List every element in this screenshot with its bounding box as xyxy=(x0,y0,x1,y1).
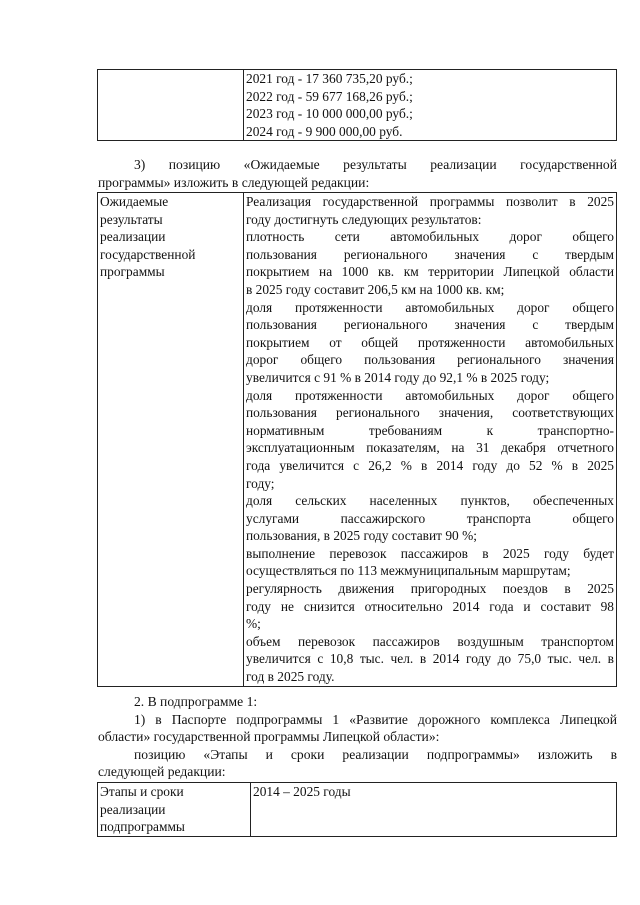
results-line: в 2025 году составит 206,5 км на 1000 кв. км; xyxy=(246,281,505,297)
results-line: году; xyxy=(246,475,275,491)
results-line: осуществляться по 113 межмуниципальным маршрутам; xyxy=(246,563,571,579)
results-line: год в 2025 году. xyxy=(246,669,335,685)
results-label-cell xyxy=(98,193,244,687)
stages-value: 2014 – 2025 годы xyxy=(253,784,351,799)
stages-label-line: подпрограммы xyxy=(100,819,185,835)
results-line: доля протяженности автомобильных дорог общего xyxy=(246,299,614,315)
results-line: году достигнуть следующих результатов: xyxy=(246,211,482,227)
section2-position-line-2: следующей редакции: xyxy=(98,764,226,780)
funding-year-2024: 2024 год - 9 900 000,00 руб. xyxy=(246,123,403,139)
stages-label-line: реализации xyxy=(100,801,166,817)
results-line: доля протяженности автомобильных дорог общего xyxy=(246,387,614,403)
item3-paragraph xyxy=(98,156,617,191)
funding-year-2023: 2023 год - 10 000 000,00 руб.; xyxy=(246,106,413,122)
section2-position-line-1: позицию «Этапы и сроки реализации подпрограммы» изложить в xyxy=(134,746,617,762)
results-line: услугами пассажирского транспорта общего xyxy=(246,510,614,526)
section2-item1-line-1: 1) в Паспорте подпрограммы 1 «Развитие дорожного комплекса Липецкой xyxy=(134,711,617,727)
results-line: %; xyxy=(246,616,261,632)
results-label-line: Ожидаемые xyxy=(100,194,169,209)
results-line: пользования, в 2025 году составит 90 %; xyxy=(246,528,477,544)
funding-years-cell xyxy=(244,70,617,141)
section2-heading: 2. В подпрограмме 1: xyxy=(134,694,258,709)
results-line: пользования регионального значения, соответствующих xyxy=(246,405,614,421)
results-line: нормативным требованиям к транспортно- xyxy=(246,422,614,438)
item3-line-2: программы» изложить в следующей редакции: xyxy=(98,174,370,190)
results-line: увеличится с 10,8 тыс. чел. в 2014 году до 75,0 тыс. чел. в xyxy=(246,651,614,667)
section2-item1-line-2: области» государственной программы Липецкой области»: xyxy=(98,729,440,745)
results-line: покрытием на 1000 кв. км территории Липецкой области xyxy=(246,264,614,280)
results-line: году не снизится относительно 2014 года и составит 98 xyxy=(246,598,614,614)
results-table xyxy=(97,192,617,687)
results-content-cell xyxy=(244,193,617,687)
funding-year-2021: 2021 год - 17 360 735,20 руб.; xyxy=(246,71,413,86)
results-label-line: программы xyxy=(100,264,165,280)
funding-table xyxy=(97,69,617,141)
results-line: регулярность движения пригородных поездов в 2025 xyxy=(246,581,614,597)
funding-label-cell xyxy=(98,70,244,141)
results-line: года увеличится с 26,2 % в 2014 году до 52 % в 2025 xyxy=(246,457,614,473)
stages-label-cell xyxy=(98,783,251,837)
results-line: покрытием от общей протяженности автомобильных xyxy=(246,334,614,350)
results-line: доля сельских населенных пунктов, обеспеченных xyxy=(246,493,614,509)
results-line: выполнение перевозок пассажиров в 2025 году будет xyxy=(246,545,614,561)
stages-table xyxy=(97,782,617,837)
results-line: пользования регионального значения с твердым xyxy=(246,246,614,262)
results-line: объем перевозок пассажиров воздушным транспортом xyxy=(246,633,614,649)
stages-value-cell xyxy=(251,783,617,837)
results-line: дорог общего пользования регионального значения xyxy=(246,352,614,368)
results-line: эксплуатационным показателям, на 31 декабря отчетного xyxy=(246,440,614,456)
results-line: пользования регионального значения с твердым xyxy=(246,317,614,333)
results-line: плотность сети автомобильных дорог общего xyxy=(246,229,614,245)
results-line: Реализация государственной программы позволит в 2025 xyxy=(246,194,614,209)
results-label-line: реализации xyxy=(100,229,166,245)
item3-line-1: 3) позицию «Ожидаемые результаты реализации государственной xyxy=(134,157,617,172)
results-line: увеличится с 91 % в 2014 году до 92,1 % в 2025 году; xyxy=(246,369,550,385)
stages-label-line: Этапы и сроки xyxy=(100,784,184,799)
results-label-line: государственной xyxy=(100,246,196,262)
section2-block xyxy=(98,693,617,781)
funding-year-2022: 2022 год - 59 677 168,26 руб.; xyxy=(246,88,413,104)
results-label-line: результаты xyxy=(100,211,163,227)
